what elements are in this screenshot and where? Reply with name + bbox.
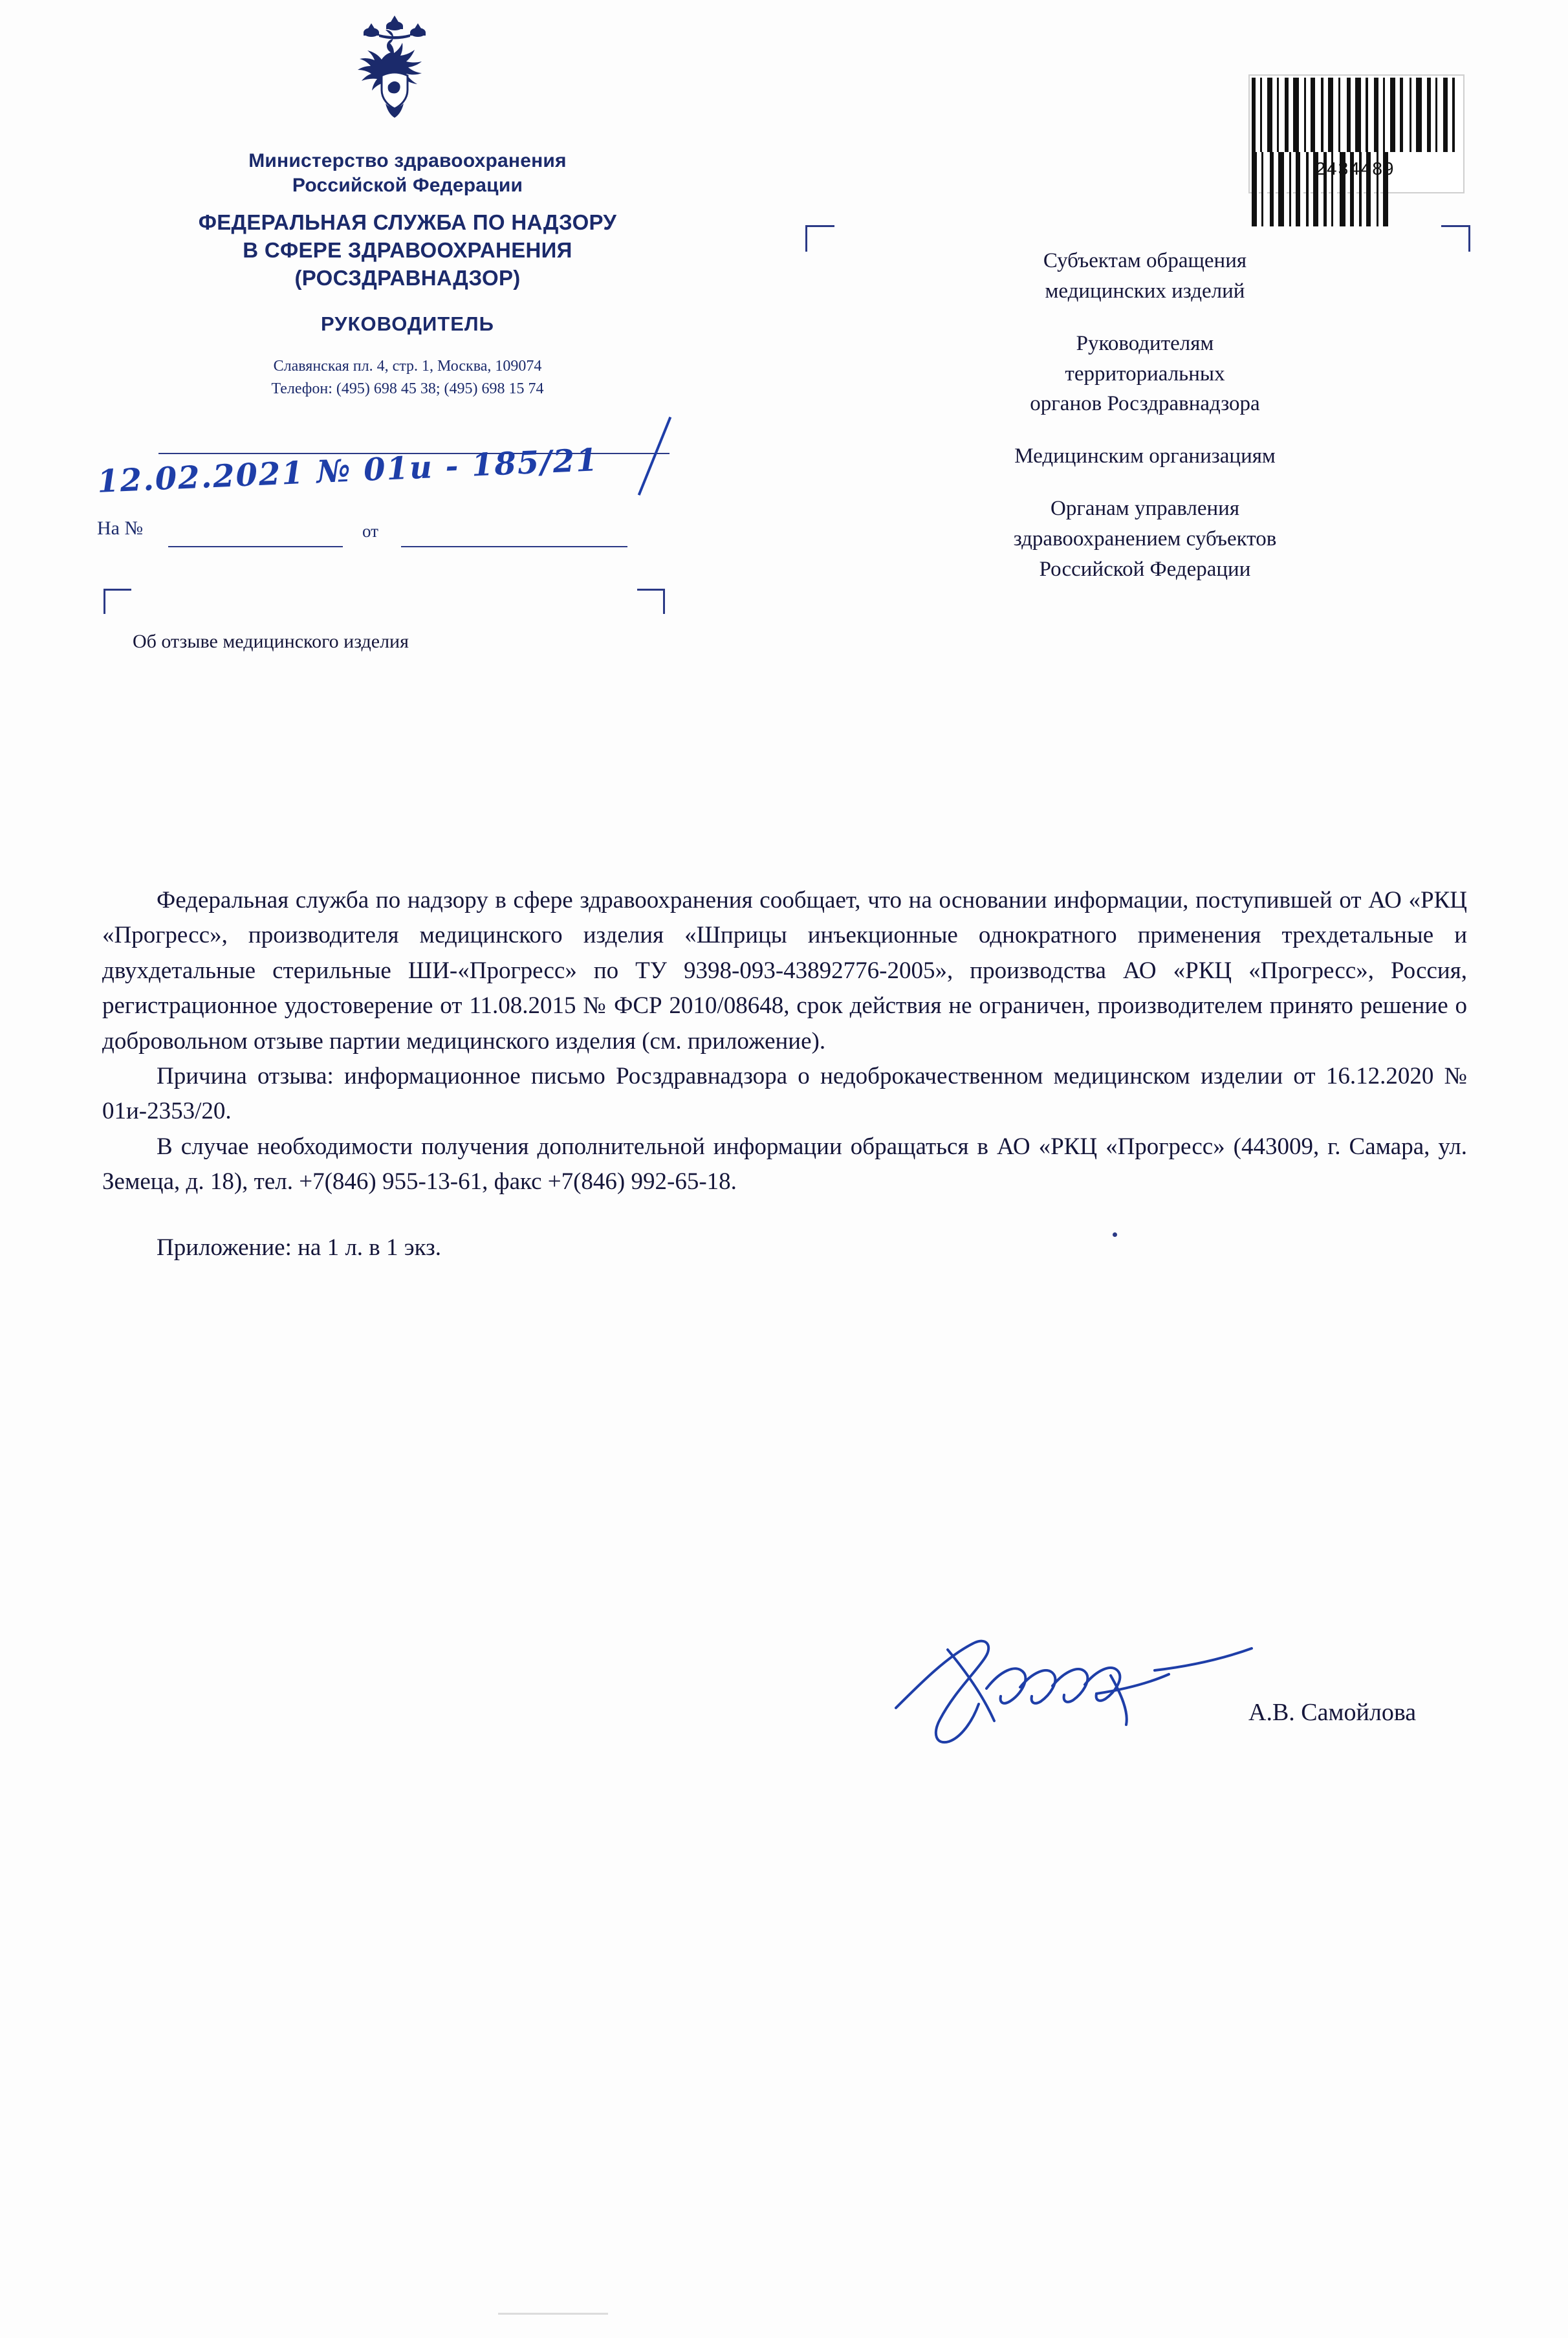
addressee-group-4 [834, 494, 1455, 585]
addressee-block [834, 246, 1455, 585]
postal-address: Славянская пл. 4, стр. 1, Москва, 109074 [273, 358, 542, 375]
subject-bracket-left [103, 589, 131, 614]
addressee-line: Руководителям [1076, 331, 1214, 355]
addressee-line: органов Росздравнадзора [1030, 392, 1260, 416]
attachment-note: Приложение: на 1 л. в 1 экз. [157, 1234, 442, 1262]
role-title: РУКОВОДИТЕЛЬ [321, 312, 494, 336]
signatory-name: А.В. Самойлова [1248, 1699, 1417, 1726]
addressee-group-3 [834, 441, 1455, 472]
reply-label: На № [97, 518, 144, 539]
from-date-rule [401, 546, 627, 547]
addressee-line: территориальных [1065, 362, 1225, 386]
phone-numbers: Телефон: (495) 698 45 38; (495) 698 15 74 [271, 380, 544, 398]
addressee-line: Медицинским организациям [1014, 444, 1276, 468]
ink-speck [1113, 1232, 1117, 1237]
addressee-group-2 [834, 329, 1455, 420]
document-subject: Об отзыве медицинского изделия [133, 631, 409, 652]
barcode-number: 2434489 [1315, 158, 1395, 179]
agency-line-1: ФЕДЕРАЛЬНАЯ СЛУЖБА ПО НАДЗОРУ [198, 210, 617, 234]
body-paragraph-3: В случае необходимости получения дополнительной информации обращаться в АО «РКЦ «Прогресс» (443009, г. Самара, ул. Земеца, д. 18), тел. +7(846) 955-13-61, факс +7(846) 992-65-18. [102, 1133, 1467, 1195]
agency-line-2: В СФЕРЕ ЗДРАВООХРАНЕНИЯ [243, 237, 572, 262]
addressee-bracket-left [805, 225, 834, 252]
agency-line-3: (РОСЗДРАВНАДЗОР) [294, 265, 521, 290]
addressee-line: Субъектам обращения [1043, 249, 1247, 272]
addressee-line: Органам управления [1050, 497, 1240, 521]
body-paragraph-1: Федеральная служба по надзору в сфере здравоохранения сообщает, что на основании информации, поступившей от АО «РКЦ «Прогресс», производителя медицинского изделия «Шприцы инъекционные однократного применения трехдетальные и двухдетальные стерильные ШИ-«Прогресс» по ТУ 9398-093-43892776-2005», производства АО «РКЦ «Прогресс», Россия, регистрационное удостоверение от 11.08.2015 № ФСР 2010/08648, срок действия не ограничен, производителем принято решение о добровольном отзыве партии медицинского изделия (см. приложение). [102, 887, 1467, 1054]
letter-body [102, 883, 1467, 1266]
signature-icon [877, 1611, 1265, 1760]
page-bottom-mark [498, 2313, 608, 2315]
subject-bracket-right [637, 589, 665, 614]
ministry-line-2: Российской Федерации [292, 175, 523, 197]
letterhead [78, 149, 737, 400]
from-label: от [362, 521, 378, 541]
barcode-stripes [1252, 78, 1459, 152]
ministry-line-1: Министерство здравоохранения [248, 150, 567, 171]
coat-of-arms-icon [343, 13, 446, 133]
registration-handwritten: 12.02.2021 № 01и - 185/21 [96, 442, 600, 500]
registration-slash-mark [638, 417, 671, 496]
addressee-line: здравоохранением субъектов [1013, 527, 1277, 551]
reply-number-rule [168, 546, 343, 547]
addressee-line: Российской Федерации [1039, 557, 1251, 581]
body-paragraph-2: Причина отзыва: информационное письмо Росздравнадзора о недоброкачественном медицинском изделии от 16.12.2020 № 01и-2353/20. [102, 1062, 1467, 1125]
addressee-group-1 [834, 246, 1455, 307]
addressee-line: медицинских изделий [1045, 279, 1245, 303]
